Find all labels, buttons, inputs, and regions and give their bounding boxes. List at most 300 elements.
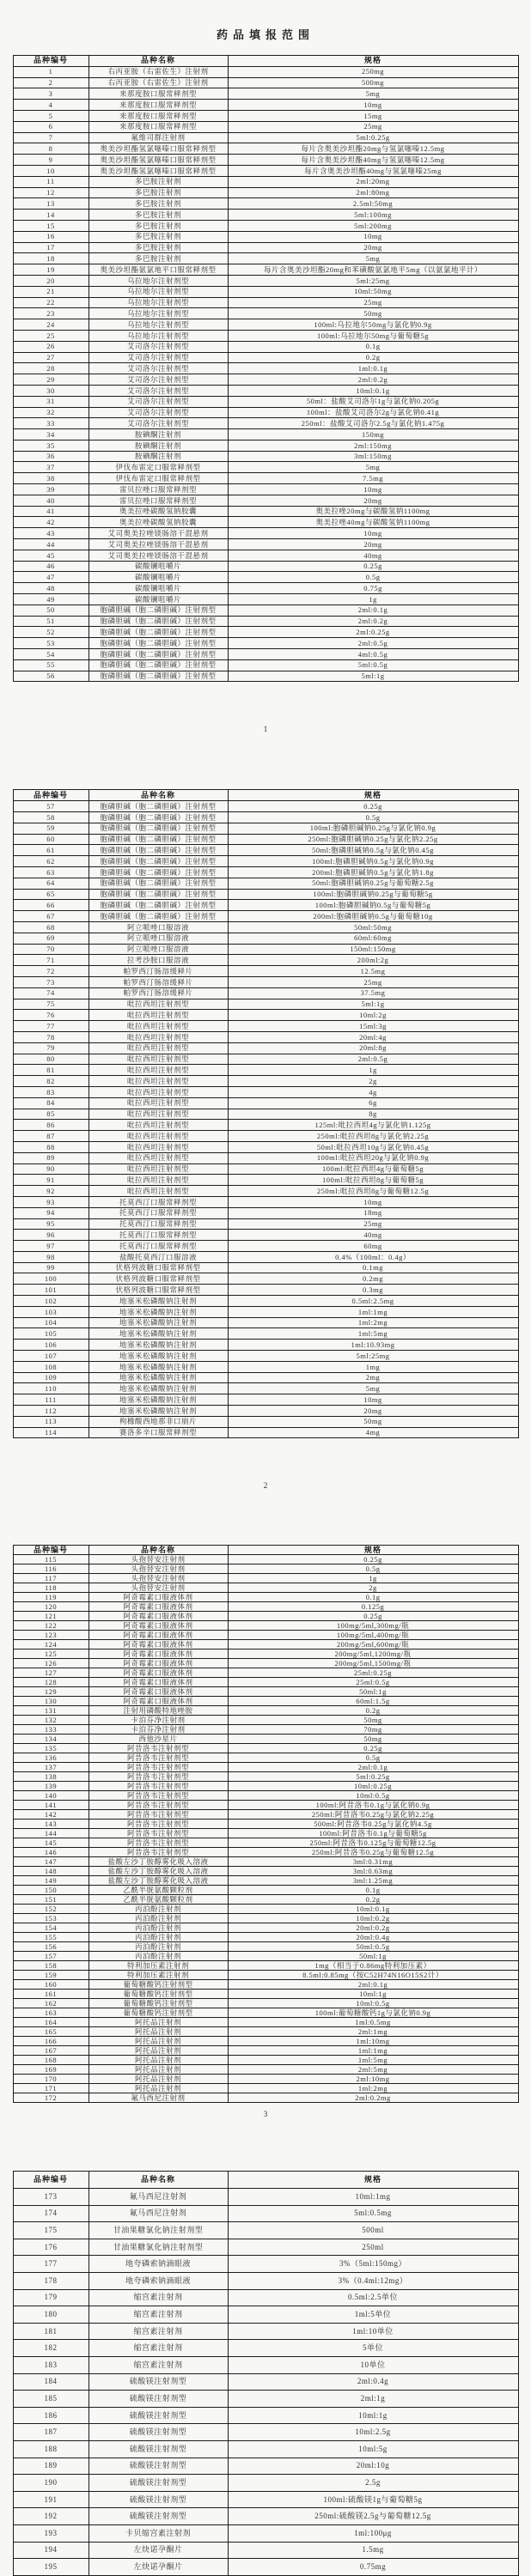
cell-id: 169 (13, 2065, 88, 2075)
cell-name: 多巴胺注射剂 (88, 253, 228, 264)
table-row (13, 2027, 518, 2037)
cell-id: 175 (13, 2222, 88, 2239)
column-header-id: 品种编号 (13, 56, 88, 67)
table-row (13, 2440, 518, 2458)
cell-name: 阿奇霉素口服液体剂 (88, 1678, 228, 1687)
cell-spec: 50ml：盐酸艾司洛尔1g与氯化钠0.205g (228, 396, 518, 407)
cell-spec: 0.4%（100ml：0.4g） (228, 1251, 518, 1262)
table-row (13, 1867, 518, 1876)
cell-spec: 60mg (228, 1241, 518, 1252)
cell-spec: 100ml:吡拉西坦4g与葡萄糖5g (228, 1163, 518, 1175)
cell-id: 94 (13, 1207, 88, 1218)
cell-spec: 0.2g (228, 1706, 518, 1716)
cell-name: 葡萄糖酸钙注射剂型 (88, 2008, 228, 2018)
cell-spec: 37.5mg (228, 987, 518, 999)
cell-name: 阿托品注射剂 (88, 2084, 228, 2093)
cell-id: 97 (13, 1241, 88, 1252)
cell-spec: 2ml:1g (228, 2391, 518, 2408)
cell-id: 44 (13, 539, 88, 550)
cell-spec: 5ml:25mg (228, 1351, 518, 1362)
cell-name: 碳酸镧咀嚼片 (88, 594, 228, 605)
table-row (13, 1631, 518, 1640)
cell-id: 76 (13, 1010, 88, 1021)
cell-id: 57 (13, 801, 88, 812)
table-row (13, 1296, 518, 1307)
table-row (13, 2056, 518, 2065)
cell-name: 艾司洛尔注射剂型 (88, 407, 228, 418)
header-row (13, 790, 518, 801)
cell-id: 89 (13, 1152, 88, 1163)
cell-spec: 1ml:5mg (228, 1328, 518, 1340)
cell-id: 96 (13, 1230, 88, 1241)
table-row (13, 1251, 518, 1262)
table-row (13, 1621, 518, 1631)
cell-id: 98 (13, 1251, 88, 1262)
table-row (13, 1406, 518, 1417)
cell-name: 赛洛多辛口服常释剂型 (88, 1427, 228, 1438)
cell-id: 104 (13, 1317, 88, 1328)
cell-name: 头孢替安注射剂 (88, 1564, 228, 1574)
cell-name: 奥美沙坦酯氨氯地平口服常释剂型 (88, 264, 228, 276)
cell-name: 奥美沙坦酯氢氯噻嗪口服常释剂型 (88, 165, 228, 176)
cell-name: 阿昔洛韦注射剂型 (88, 1791, 228, 1801)
cell-name: 胞磷胆碱（胞二磷胆碱）注射剂型 (88, 801, 228, 812)
cell-id: 99 (13, 1262, 88, 1273)
cell-spec: 1.5mg (228, 2542, 518, 2559)
cell-name: 胞磷胆碱（胞二磷胆碱）注射剂型 (88, 638, 228, 649)
table-row (13, 1820, 518, 1829)
table-row (13, 1829, 518, 1838)
cell-name: 雷贝拉唑口服常释剂型 (88, 495, 228, 506)
cell-spec: 2ml:20mg (228, 176, 518, 187)
cell-id: 164 (13, 2018, 88, 2027)
cell-spec: 250ml：盐酸艾司洛尔2.5g与氯化钠1.475g (228, 418, 518, 429)
cell-spec: 2ml:0.2mg (228, 2093, 518, 2103)
table-row (13, 1383, 518, 1394)
cell-name: 多巴胺注射剂 (88, 176, 228, 187)
page-number: 1 (263, 726, 268, 735)
cell-spec: 2ml:0.5g (228, 638, 518, 649)
cell-name: 阿奇霉素口服液体剂 (88, 1612, 228, 1621)
table-row (13, 2046, 518, 2056)
table-row (13, 2306, 518, 2324)
cell-id: 27 (13, 352, 88, 363)
table-row (13, 275, 518, 286)
cell-spec: 0.1mg (228, 1262, 518, 1273)
cell-name: 伏格列波糖口服常释剂型 (88, 1285, 228, 1296)
cell-id: 52 (13, 627, 88, 638)
cell-name: 托莫西汀口服常释剂型 (88, 1241, 228, 1252)
cell-name: 阿托品注射剂 (88, 2056, 228, 2065)
cell-spec: 10ml:50mg (228, 286, 518, 297)
cell-spec: 0.1g (228, 1886, 518, 1895)
table-row (13, 253, 518, 264)
cell-name: 乌拉地尔注射剂型 (88, 308, 228, 319)
cell-spec: 50ml:1g (228, 1687, 518, 1697)
cell-name: 阿托品注射剂 (88, 2018, 228, 2027)
cell-name: 卡泊芬净注射剂 (88, 1725, 228, 1735)
cell-id: 21 (13, 286, 88, 297)
cell-name: 艾司洛尔注射剂型 (88, 352, 228, 363)
table-row (13, 878, 518, 889)
table-row (13, 121, 518, 132)
cell-id: 149 (13, 1876, 88, 1886)
table-row (13, 1574, 518, 1583)
cell-id: 186 (13, 2407, 88, 2424)
cell-id: 7 (13, 132, 88, 143)
cell-name: 硫酸镁注射剂型 (88, 2491, 228, 2508)
cell-spec: 2g (228, 1076, 518, 1087)
table-row (13, 517, 518, 528)
cell-name: 阿昔洛韦注射剂型 (88, 1829, 228, 1838)
table-row (13, 1678, 518, 1687)
cell-spec: 15mg (228, 110, 518, 121)
cell-spec: 5ml:100mg (228, 210, 518, 221)
cell-spec: 1ml:1mg (228, 1306, 518, 1317)
cell-id: 3 (13, 88, 88, 100)
cell-id: 10 (13, 165, 88, 176)
column-header-name: 品种名称 (88, 56, 228, 67)
cell-spec: 2ml:0.2g (228, 374, 518, 386)
table-row (13, 2205, 518, 2222)
drug-table-page-2 (13, 789, 519, 1438)
cell-name: 阿托品注射剂 (88, 2065, 228, 2075)
cell-name: 吡拉西坦注射剂型 (88, 1076, 228, 1087)
cell-name: 胞磷胆碱（胞二磷胆碱）注射剂型 (88, 659, 228, 671)
table-row (13, 1564, 518, 1574)
cell-spec: 10mg (228, 528, 518, 539)
cell-spec: 50ml:吡拉西坦10g与氯化钠0.45g (228, 1141, 518, 1152)
table-row (13, 1810, 518, 1820)
cell-id: 43 (13, 528, 88, 539)
cell-spec: 10ml:1g (228, 2407, 518, 2424)
table-row (13, 2289, 518, 2306)
cell-name: 碳酸镧咀嚼片 (88, 561, 228, 572)
cell-spec: 60ml:1.5g (228, 1697, 518, 1706)
table-row (13, 2542, 518, 2559)
cell-name: 缩宫素注射剂 (88, 2356, 228, 2373)
cell-spec: 2ml:5mg (228, 2065, 518, 2075)
table-row (13, 1990, 518, 1999)
cell-name: 乙酰半胱氨酸颗粒剂 (88, 1895, 228, 1905)
cell-id: 60 (13, 834, 88, 845)
table-row (13, 231, 518, 242)
table-row (13, 966, 518, 977)
cell-spec: 0.5ml:2.5单位 (228, 2289, 518, 2306)
table-row (13, 2340, 518, 2357)
cell-spec: 0.25g (228, 1612, 518, 1621)
cell-name: 伊伐布雷定口服常释剂型 (88, 473, 228, 484)
table-row (13, 88, 518, 100)
cell-name: 阿奇霉素口服液体剂 (88, 1649, 228, 1659)
cell-spec: 20ml:0.4g (228, 1933, 518, 1942)
cell-id: 63 (13, 867, 88, 878)
cell-id: 2 (13, 77, 88, 88)
table-row (13, 889, 518, 900)
cell-name: 地夸磷索钠滴眼液 (88, 2256, 228, 2273)
cell-spec: 200mg/5ml,600mg/瓶 (228, 1640, 518, 1649)
cell-spec: 200ml:2g (228, 955, 518, 966)
cell-name: 艾司洛尔注射剂型 (88, 341, 228, 352)
cell-spec: 500ml:阿昔洛韦0.25g与氯化钠4.5g (228, 1820, 518, 1829)
table-row (13, 594, 518, 605)
table-row (13, 845, 518, 856)
table-row (13, 264, 518, 276)
table-row (13, 1141, 518, 1152)
cell-name: 乌拉地尔注射剂型 (88, 330, 228, 341)
cell-id: 163 (13, 2008, 88, 2018)
table-row (13, 944, 518, 955)
cell-spec: 0.2g (228, 1895, 518, 1905)
table-row (13, 2458, 518, 2475)
cell-id: 54 (13, 649, 88, 660)
cell-name: 胞磷胆碱（胞二磷胆碱）注射剂型 (88, 856, 228, 867)
cell-name: 缩宫素注射剂 (88, 2323, 228, 2340)
cell-name: 吡拉西坦注射剂型 (88, 1186, 228, 1197)
page-number: 3 (263, 2111, 268, 2120)
cell-id: 85 (13, 1109, 88, 1120)
header-row (13, 2172, 518, 2189)
header-row (13, 56, 518, 67)
cell-name: 阿立哌唑口服溶液 (88, 921, 228, 933)
cell-id: 194 (13, 2542, 88, 2559)
cell-name: 氟马西尼注射剂 (88, 2093, 228, 2103)
table-row (13, 1086, 518, 1097)
column-header-id: 品种编号 (13, 2172, 88, 2189)
cell-spec: 2ml:0.2g (228, 616, 518, 627)
cell-spec: 50ml:胞磷胆碱钠0.5g与氯化钠0.45g (228, 845, 518, 856)
cell-spec: 0.25g (228, 801, 518, 812)
cell-spec: 250ml:阿昔洛韦0.125g与葡萄糖12.5g (228, 1838, 518, 1848)
cell-id: 14 (13, 210, 88, 221)
cell-name: 特利加压素注射剂 (88, 1971, 228, 1980)
table-row (13, 1262, 518, 1273)
cell-name: 吡拉西坦注射剂型 (88, 1021, 228, 1032)
cell-id: 17 (13, 242, 88, 253)
cell-spec: 2ml:10mg (228, 2075, 518, 2084)
table-row (13, 2084, 518, 2093)
table-row (13, 1876, 518, 1886)
table-row (13, 1971, 518, 1980)
table-row (13, 1241, 518, 1252)
cell-spec: 1ml:10单位 (228, 2323, 518, 2340)
table-row (13, 176, 518, 187)
cell-spec: 2ml:0.4g (228, 2373, 518, 2391)
cell-id: 58 (13, 812, 88, 823)
cell-name: 艾司洛尔注射剂型 (88, 418, 228, 429)
table-row (13, 484, 518, 495)
cell-spec: 70mg (228, 1725, 518, 1735)
cell-spec: 100ml:胞磷胆碱钠0.25g与葡萄糖5g (228, 889, 518, 900)
cell-id: 170 (13, 2075, 88, 2084)
table-row (13, 374, 518, 386)
cell-name: 地塞米松磷酸钠注射剂 (88, 1372, 228, 1383)
cell-name: 来那度胺口服常释剂型 (88, 121, 228, 132)
cell-spec: 5ml:200mg (228, 220, 518, 231)
cell-spec: 1g (228, 1574, 518, 1583)
cell-spec: 2ml:0.1g (228, 605, 518, 616)
table-row (13, 440, 518, 451)
cell-spec: 1ml:0.5mg (228, 2018, 518, 2027)
cell-spec: 200mg/5ml,1200mg/瓶 (228, 1649, 518, 1659)
cell-spec: 3ml:0.63mg (228, 1867, 518, 1876)
cell-name: 吡拉西坦注射剂型 (88, 1010, 228, 1021)
cell-spec: 50ml:胞磷胆碱钠0.25g与葡萄糖2.5g (228, 878, 518, 889)
cell-id: 195 (13, 2559, 88, 2576)
table-row (13, 2524, 518, 2542)
cell-spec: 100ml:葡萄糖酸钙1g与氯化钠0.9g (228, 2008, 518, 2018)
table-row (13, 1763, 518, 1772)
cell-id: 145 (13, 1838, 88, 1848)
cell-name: 阿昔洛韦注射剂型 (88, 1838, 228, 1848)
drug-table-page-1 (13, 55, 519, 682)
cell-name: 阿昔洛韦注射剂型 (88, 1820, 228, 1829)
table-row (13, 155, 518, 166)
cell-id: 125 (13, 1649, 88, 1659)
cell-spec: 1ml:100μg (228, 2524, 518, 2542)
cell-name: 乌拉地尔注射剂型 (88, 297, 228, 308)
cell-name: 阿托品注射剂 (88, 2046, 228, 2056)
cell-id: 28 (13, 363, 88, 374)
cell-id: 113 (13, 1416, 88, 1427)
cell-name: 阿昔洛韦注射剂型 (88, 1801, 228, 1810)
cell-spec: 1mg（相当于0.86mg特利加压素） (228, 1961, 518, 1971)
cell-spec: 250ml:胞磷胆碱钠0.25g与氯化钠2.25g (228, 834, 518, 845)
cell-id: 189 (13, 2458, 88, 2475)
cell-id: 56 (13, 671, 88, 682)
cell-name: 阿昔洛韦注射剂型 (88, 1848, 228, 1857)
cell-id: 171 (13, 2084, 88, 2093)
cell-id: 147 (13, 1857, 88, 1867)
table-row (13, 187, 518, 198)
cell-name: 伊伐布雷定口服常释剂型 (88, 462, 228, 473)
cell-spec: 0.5g (228, 812, 518, 823)
cell-name: 奥美沙坦酯氢氯噻嗪口服常释剂型 (88, 143, 228, 155)
cell-name: 奥美拉唑碳酸氢钠胶囊 (88, 517, 228, 528)
page-section-2 (0, 789, 531, 1492)
table-row (13, 1076, 518, 1087)
cell-name: 地塞米松磷酸钠注射剂 (88, 1361, 228, 1372)
cell-id: 160 (13, 1980, 88, 1990)
cell-name: 丙泊酚注射剂 (88, 1914, 228, 1923)
cell-spec: 100ml:乌拉地尔50mg与葡萄糖5g (228, 330, 518, 341)
table-row (13, 1782, 518, 1791)
cell-name: 地夸磷索钠滴眼液 (88, 2273, 228, 2290)
cell-spec: 10ml:2.5g (228, 2424, 518, 2441)
cell-spec: 1mg (228, 1361, 518, 1372)
cell-name: 拉考沙胺口服溶液 (88, 955, 228, 966)
column-header-id: 品种编号 (13, 790, 88, 801)
cell-id: 65 (13, 889, 88, 900)
table-row (13, 616, 518, 627)
cell-id: 15 (13, 220, 88, 231)
table-row (13, 1961, 518, 1971)
table-row (13, 2273, 518, 2290)
cell-name: 吡拉西坦注射剂型 (88, 1152, 228, 1163)
cell-name: 丙泊酚注射剂 (88, 1952, 228, 1961)
table-row (13, 2559, 518, 2576)
cell-spec: 250ml:阿昔洛韦0.25g与氯化钠2.25g (228, 1810, 518, 1820)
table-row (13, 2475, 518, 2492)
table-row (13, 1801, 518, 1810)
cell-spec: 12.5mg (228, 966, 518, 977)
cell-spec: 5ml:1g (228, 999, 518, 1010)
cell-spec: 2ml:0.1g (228, 1763, 518, 1772)
cell-spec: 20ml:10g (228, 2458, 518, 2475)
cell-name: 托莫西汀口服常释剂型 (88, 1218, 228, 1230)
cell-name: 胞磷胆碱（胞二磷胆碱）注射剂型 (88, 823, 228, 834)
cell-id: 19 (13, 264, 88, 276)
table-row (13, 286, 518, 297)
cell-name: 阿昔洛韦注射剂型 (88, 1744, 228, 1753)
cell-name: 阿奇霉素口服液体剂 (88, 1687, 228, 1697)
cell-spec: 10mg (228, 484, 518, 495)
cell-name: 硫酸镁注射剂型 (88, 2424, 228, 2441)
cell-spec: 5mg (228, 88, 518, 100)
cell-name: 胺碘酮注射剂 (88, 440, 228, 451)
table-row (13, 1933, 518, 1942)
table-row (13, 1031, 518, 1042)
cell-name: 多巴胺注射剂 (88, 231, 228, 242)
cell-name: 吡拉西坦注射剂型 (88, 1086, 228, 1097)
cell-id: 83 (13, 1086, 88, 1097)
cell-name: 注射用磷酸特地唑胺 (88, 1706, 228, 1716)
cell-name: 盐酸托莫西汀口服溶液 (88, 1251, 228, 1262)
table-row (13, 352, 518, 363)
page-section-1 (0, 55, 531, 735)
cell-spec: 250ml:吡拉西坦8g与氯化钠2.25g (228, 1131, 518, 1142)
cell-spec: 20ml:8g (228, 1042, 518, 1054)
cell-id: 74 (13, 987, 88, 999)
cell-id: 41 (13, 506, 88, 517)
cell-spec: 2g (228, 1583, 518, 1593)
table-row (13, 671, 518, 682)
cell-spec: 100ml:胞磷胆碱钠0.25g与氯化钠0.9g (228, 823, 518, 834)
cell-id: 84 (13, 1097, 88, 1109)
cell-name: 硫酸镁注射剂型 (88, 2458, 228, 2475)
cell-name: 胞磷胆碱（胞二磷胆碱）注射剂型 (88, 889, 228, 900)
table-row (13, 1583, 518, 1593)
page-section-4 (0, 2171, 531, 2575)
cell-name: 托莫西汀口服常释剂型 (88, 1230, 228, 1241)
table-row (13, 1923, 518, 1933)
cell-name: 盐酸左沙丁胺醇雾化吸入溶液 (88, 1857, 228, 1867)
cell-name: 阿昔洛韦注射剂型 (88, 1753, 228, 1763)
cell-name: 乙酰半胱氨酸颗粒剂 (88, 1886, 228, 1895)
cell-id: 13 (13, 198, 88, 210)
cell-name: 胞磷胆碱（胞二磷胆碱）注射剂型 (88, 616, 228, 627)
cell-id: 173 (13, 2189, 88, 2206)
cell-id: 155 (13, 1933, 88, 1942)
cell-spec: 1ml:2mg (228, 1317, 518, 1328)
cell-name: 头孢替安注射剂 (88, 1574, 228, 1583)
cell-name: 胞磷胆碱（胞二磷胆碱）注射剂型 (88, 900, 228, 911)
cell-name: 枸橼酸西地那非口崩片 (88, 1416, 228, 1427)
table-row (13, 2075, 518, 2084)
cell-spec: 250ml:阿昔洛韦0.25g与葡萄糖12.5g (228, 1848, 518, 1857)
cell-id: 16 (13, 231, 88, 242)
table-row (13, 1716, 518, 1725)
cell-name: 地塞米松磷酸钠注射剂 (88, 1406, 228, 1417)
table-row (13, 429, 518, 440)
cell-name: 乌拉地尔注射剂型 (88, 275, 228, 286)
table-row (13, 2189, 518, 2206)
cell-id: 121 (13, 1612, 88, 1621)
cell-spec: 150ml:150mg (228, 944, 518, 955)
cell-id: 107 (13, 1351, 88, 1362)
cell-id: 165 (13, 2027, 88, 2037)
cell-name: 碳酸镧咀嚼片 (88, 583, 228, 594)
